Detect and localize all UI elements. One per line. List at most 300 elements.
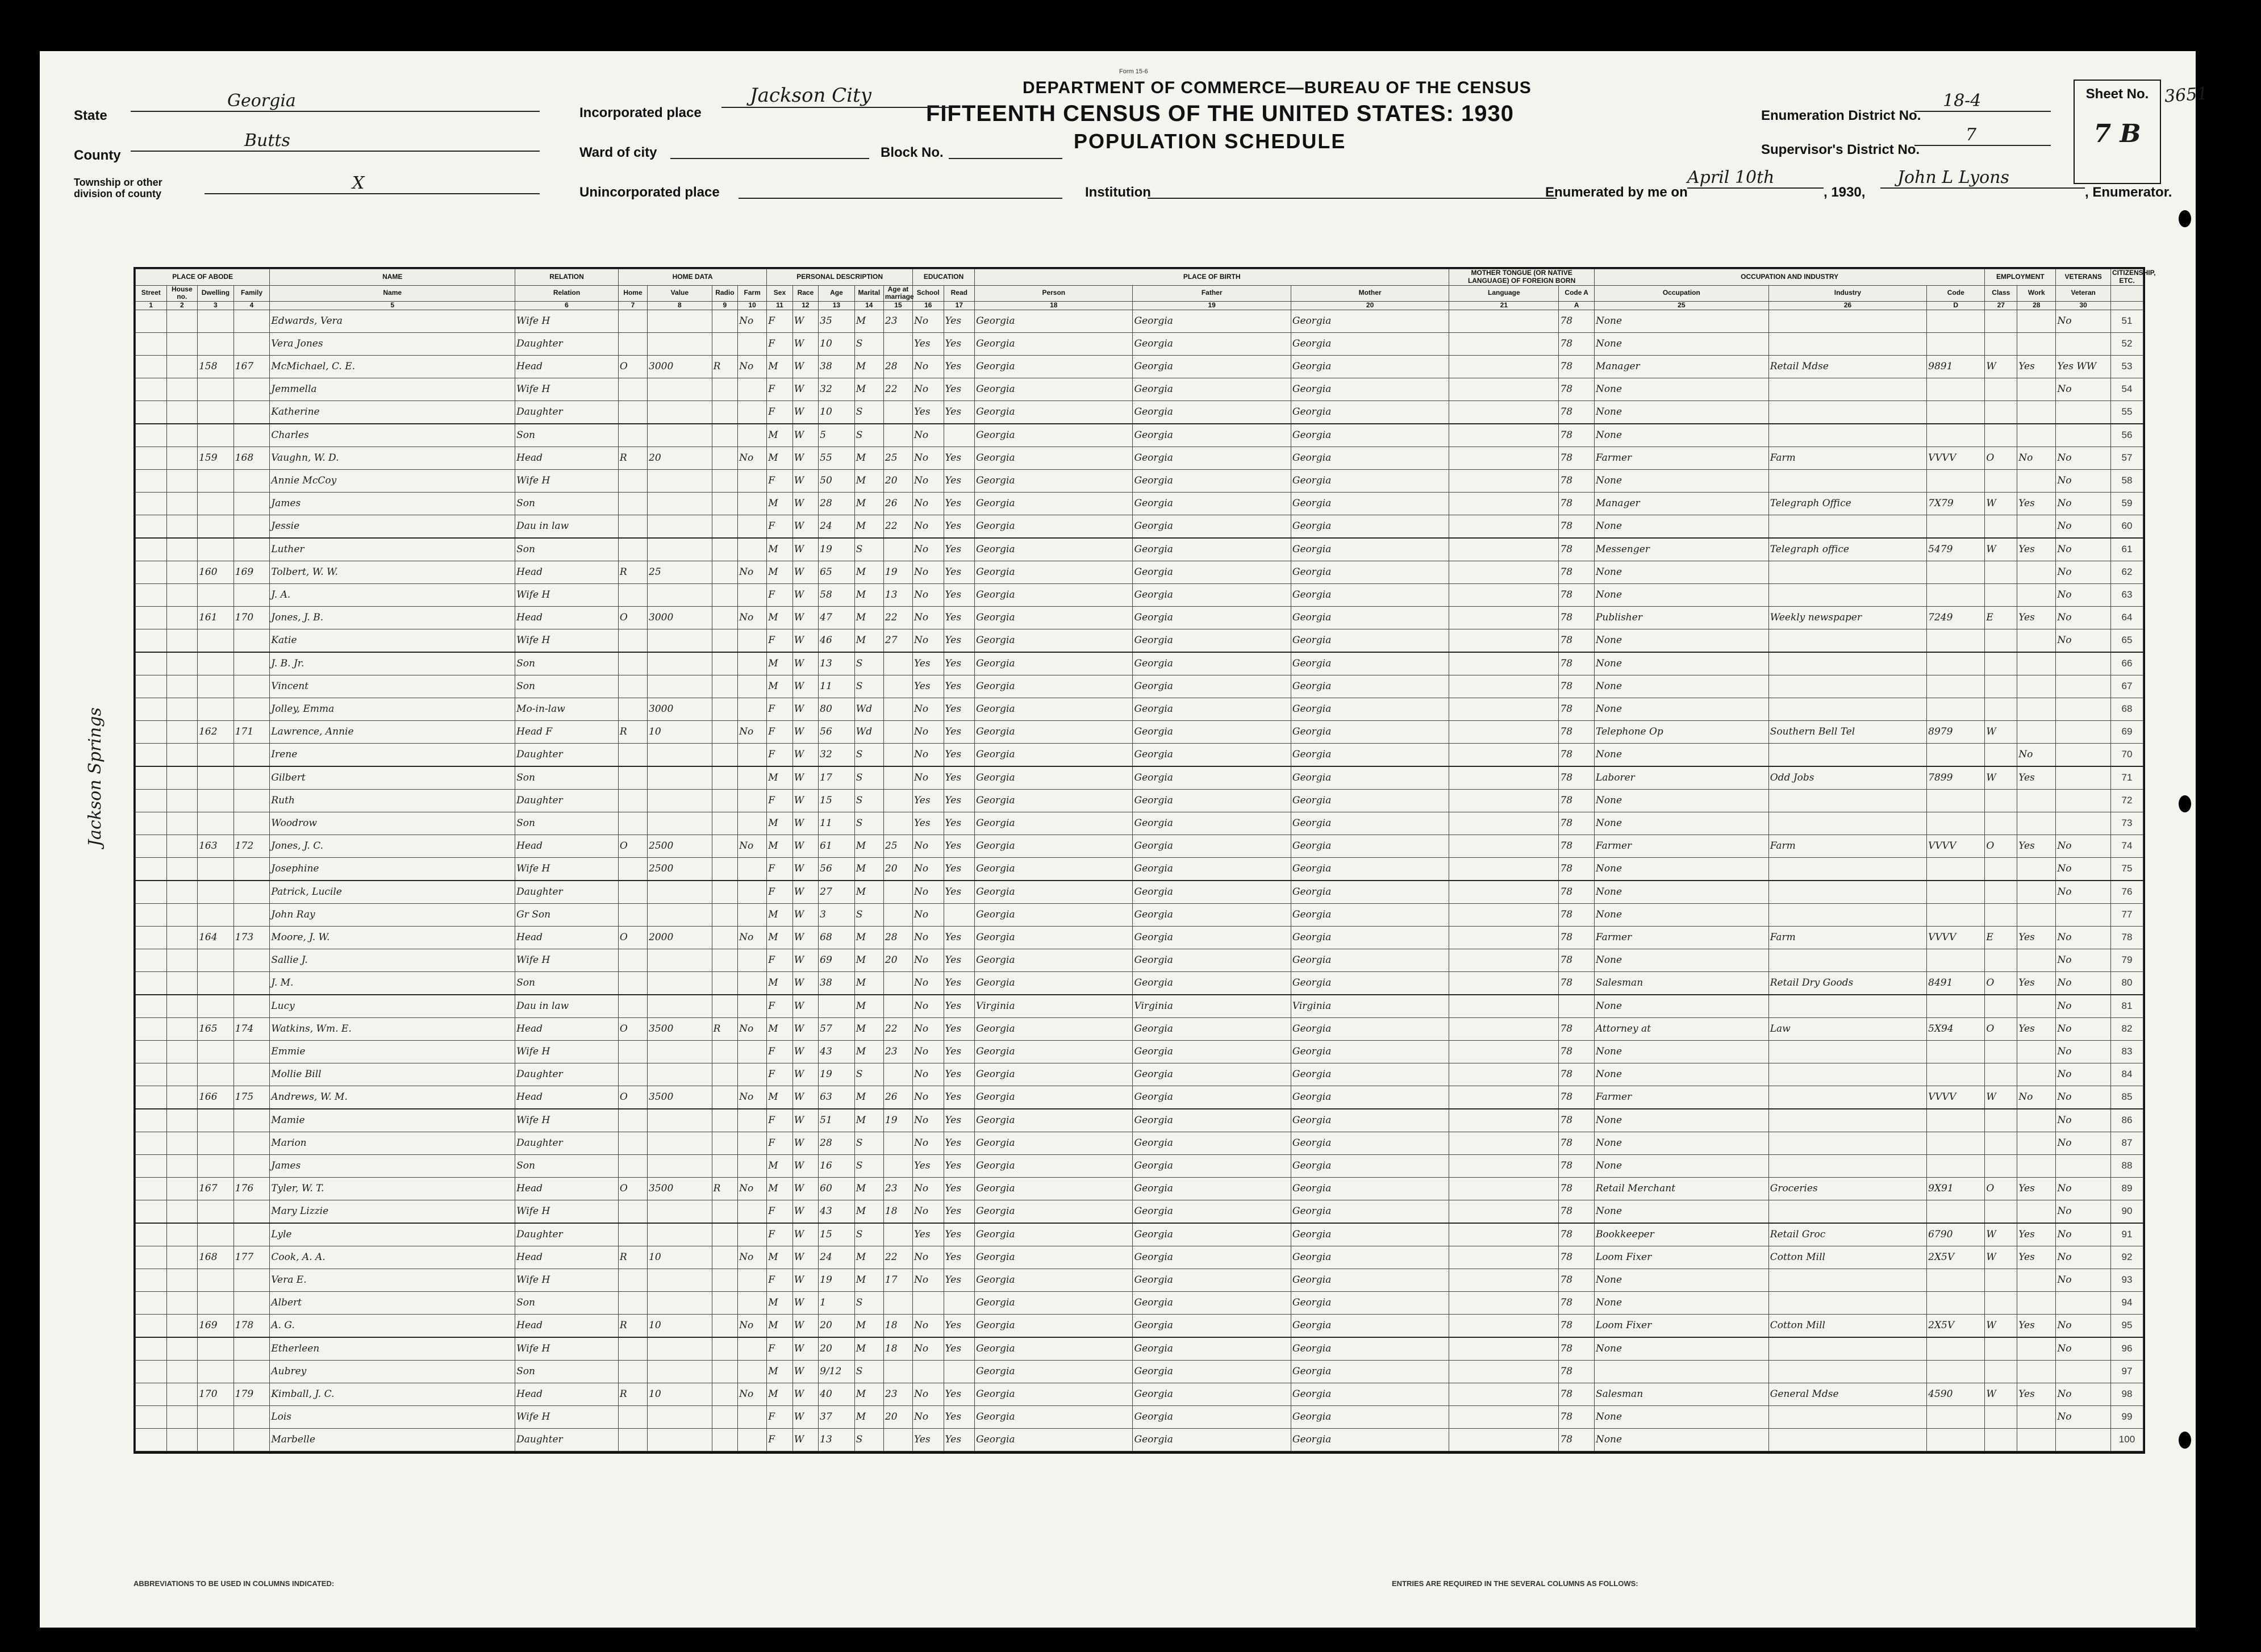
at-work-cell <box>2017 903 2056 926</box>
occupation-code-cell: 4590 <box>1927 1383 1985 1405</box>
blank-cell <box>136 561 167 583</box>
class-of-worker-cell <box>1985 995 2017 1018</box>
col-read: Read <box>944 285 975 302</box>
home-value-cell <box>648 629 712 652</box>
age-cell <box>819 995 855 1018</box>
blank-cell <box>166 378 198 401</box>
home-tenure-cell: O <box>618 1017 647 1040</box>
line-number-cell: 83 <box>2110 1040 2143 1063</box>
radio-set-cell <box>712 469 737 492</box>
class-of-worker-cell <box>1985 1428 2017 1451</box>
race-cell: W <box>792 469 818 492</box>
occupation-cell: None <box>1594 1428 1768 1451</box>
at-work-cell: Yes <box>2017 1383 2056 1405</box>
sex-cell: F <box>767 583 792 606</box>
col-sex: Sex <box>767 285 792 302</box>
home-tenure-cell: R <box>618 720 647 743</box>
school-cell: No <box>913 310 944 332</box>
home-value-cell <box>648 1291 712 1314</box>
school-cell: No <box>913 1017 944 1040</box>
class-of-worker-cell <box>1985 1360 2017 1383</box>
birth-code-cell: 78 <box>1559 835 1595 857</box>
at-work-cell: No <box>2017 1086 2056 1109</box>
marital-status-cell: M <box>854 995 883 1018</box>
race-cell: W <box>792 401 818 424</box>
industry-cell <box>1768 332 1926 355</box>
marital-status-cell: M <box>854 583 883 606</box>
blank-cell <box>136 1132 167 1154</box>
mother-birthplace-cell: Georgia <box>1291 926 1449 949</box>
col-family: Family <box>233 285 270 302</box>
school-cell <box>913 1291 944 1314</box>
mother-birthplace-cell: Georgia <box>1291 1383 1449 1405</box>
home-value-cell <box>648 1428 712 1451</box>
occupation-code-cell <box>1927 698 1985 720</box>
class-of-worker-cell <box>1985 1337 2017 1361</box>
can-read-cell: Yes <box>944 1063 975 1086</box>
farm-cell: No <box>738 1246 767 1269</box>
family-number-cell <box>233 857 270 881</box>
birthplace-cell: Georgia <box>975 1063 1133 1086</box>
birth-code-cell: 78 <box>1559 561 1595 583</box>
table-row <box>136 538 2143 561</box>
farm-cell <box>738 1269 767 1291</box>
race-cell: W <box>792 1246 818 1269</box>
column-number <box>2110 302 2143 310</box>
table-row <box>136 857 2143 881</box>
birth-code-cell: 78 <box>1559 903 1595 926</box>
marital-status-cell: M <box>854 492 883 515</box>
col-line <box>2110 285 2143 302</box>
birth-code-cell: 78 <box>1559 1017 1595 1040</box>
relation-cell: Wife H <box>515 310 619 332</box>
blank-cell <box>166 629 198 652</box>
occupation-code-cell <box>1927 1109 1985 1132</box>
mother-birthplace-cell: Georgia <box>1291 469 1449 492</box>
age-cell: 32 <box>819 743 855 766</box>
mother-birthplace-cell: Georgia <box>1291 1360 1449 1383</box>
relation-cell: Wife H <box>515 378 619 401</box>
race-cell: W <box>792 1040 818 1063</box>
race-cell: W <box>792 903 818 926</box>
dwelling-number-cell: 161 <box>198 606 234 629</box>
mother-birthplace-cell: Georgia <box>1291 1405 1449 1428</box>
farm-cell <box>738 1132 767 1154</box>
veteran-cell: No <box>2056 629 2111 652</box>
birth-code-cell <box>1559 995 1595 1018</box>
class-of-worker-cell: O <box>1985 1017 2017 1040</box>
blank-cell <box>166 1383 198 1405</box>
can-read-cell: Yes <box>944 378 975 401</box>
sex-cell: M <box>767 675 792 698</box>
class-of-worker-cell: W <box>1985 492 2017 515</box>
farm-cell: No <box>738 355 767 378</box>
occupation-cell: None <box>1594 857 1768 881</box>
school-cell <box>913 1360 944 1383</box>
occupation-cell: None <box>1594 310 1768 332</box>
marital-status-cell: M <box>854 310 883 332</box>
column-number: 20 <box>1291 302 1449 310</box>
home-tenure-cell: O <box>618 606 647 629</box>
industry-cell <box>1768 1086 1926 1109</box>
blank-cell <box>166 995 198 1018</box>
farm-cell <box>738 1063 767 1086</box>
blank-cell <box>166 1246 198 1269</box>
blank-cell <box>166 332 198 355</box>
ward-line <box>670 158 869 159</box>
industry-cell <box>1768 995 1926 1018</box>
mother-tongue-cell <box>1449 629 1559 652</box>
dwelling-number-cell <box>198 789 234 812</box>
home-value-cell <box>648 492 712 515</box>
radio-set-cell <box>712 926 737 949</box>
marital-status-cell: M <box>854 1337 883 1361</box>
person-name-cell: Cook, A. A. <box>270 1246 515 1269</box>
age-at-marriage-cell <box>883 1063 912 1086</box>
blank-cell <box>136 606 167 629</box>
school-cell: No <box>913 1246 944 1269</box>
family-number-cell <box>233 1063 270 1086</box>
home-tenure-cell: R <box>618 1383 647 1405</box>
at-work-cell <box>2017 515 2056 538</box>
person-name-cell: Luther <box>270 538 515 561</box>
school-cell: No <box>913 1063 944 1086</box>
class-of-worker-cell <box>1985 1269 2017 1291</box>
column-number: 1 <box>136 302 167 310</box>
blank-cell <box>166 492 198 515</box>
birthplace-cell: Georgia <box>975 447 1133 469</box>
sex-cell: F <box>767 1132 792 1154</box>
father-birthplace-cell: Georgia <box>1133 1063 1291 1086</box>
family-number-cell <box>233 1269 270 1291</box>
home-value-cell <box>648 1360 712 1383</box>
radio-set-cell <box>712 789 737 812</box>
family-number-cell <box>233 1200 270 1223</box>
birthplace-cell: Georgia <box>975 561 1133 583</box>
group-place-of-birth: PLACE OF BIRTH <box>975 269 1449 286</box>
person-name-cell: Lyle <box>270 1223 515 1246</box>
age-cell: 38 <box>819 355 855 378</box>
marital-status-cell: S <box>854 1291 883 1314</box>
table-row <box>136 1109 2143 1132</box>
age-cell: 51 <box>819 1109 855 1132</box>
family-number-cell: 179 <box>233 1383 270 1405</box>
industry-cell <box>1768 949 1926 971</box>
mother-tongue-cell <box>1449 1086 1559 1109</box>
class-of-worker-cell: O <box>1985 971 2017 995</box>
birthplace-cell: Georgia <box>975 835 1133 857</box>
occupation-cell: Manager <box>1594 492 1768 515</box>
marital-status-cell: M <box>854 1040 883 1063</box>
home-value-cell: 2500 <box>648 857 712 881</box>
industry-cell: Farm <box>1768 926 1926 949</box>
veteran-cell: No <box>2056 1086 2111 1109</box>
blank-cell <box>136 971 167 995</box>
birthplace-cell: Georgia <box>975 766 1133 790</box>
farm-cell <box>738 469 767 492</box>
relation-cell: Daughter <box>515 1223 619 1246</box>
father-birthplace-cell: Georgia <box>1133 492 1291 515</box>
occupation-cell: Farmer <box>1594 926 1768 949</box>
veteran-cell <box>2056 789 2111 812</box>
father-birthplace-cell: Georgia <box>1133 766 1291 790</box>
school-cell: No <box>913 881 944 904</box>
radio-set-cell <box>712 1405 737 1428</box>
form-number: Form 15-6 <box>1119 68 1148 75</box>
farm-cell: No <box>738 606 767 629</box>
relation-cell: Head <box>515 561 619 583</box>
table-row <box>136 698 2143 720</box>
family-number-cell <box>233 903 270 926</box>
birth-code-cell: 78 <box>1559 583 1595 606</box>
department-title: DEPARTMENT OF COMMERCE—BUREAU OF THE CENSUS <box>1023 78 1532 97</box>
person-name-cell: Vaughn, W. D. <box>270 447 515 469</box>
ed-label: Enumeration District No. <box>1761 108 1921 123</box>
age-at-marriage-cell <box>883 766 912 790</box>
at-work-cell <box>2017 812 2056 835</box>
at-work-cell: Yes <box>2017 1177 2056 1200</box>
radio-set-cell <box>712 1428 737 1451</box>
birthplace-cell: Georgia <box>975 857 1133 881</box>
farm-cell <box>738 995 767 1018</box>
blank-cell <box>136 903 167 926</box>
radio-set-cell: R <box>712 355 737 378</box>
home-value-cell <box>648 401 712 424</box>
home-tenure-cell <box>618 492 647 515</box>
table-row <box>136 424 2143 447</box>
group-veterans: VETERANS <box>2056 269 2111 286</box>
blank-cell <box>136 1246 167 1269</box>
dwelling-number-cell <box>198 401 234 424</box>
veteran-cell: No <box>2056 1063 2111 1086</box>
mother-birthplace-cell: Georgia <box>1291 903 1449 926</box>
father-birthplace-cell: Georgia <box>1133 1154 1291 1177</box>
enumerated-label: Enumerated by me on <box>1545 185 1688 200</box>
col-father-birth: Father <box>1133 285 1291 302</box>
home-tenure-cell <box>618 469 647 492</box>
birthplace-cell: Georgia <box>975 949 1133 971</box>
blank-cell <box>166 355 198 378</box>
age-cell: 69 <box>819 949 855 971</box>
father-birthplace-cell: Georgia <box>1133 926 1291 949</box>
table-row <box>136 1200 2143 1223</box>
birthplace-cell: Virginia <box>975 995 1133 1018</box>
mother-tongue-cell <box>1449 515 1559 538</box>
col-house: House no. <box>166 285 198 302</box>
blank-cell <box>166 743 198 766</box>
col-dwelling: Dwelling <box>198 285 234 302</box>
ward-label: Ward of city <box>579 145 657 160</box>
sex-cell: F <box>767 881 792 904</box>
family-number-cell: 177 <box>233 1246 270 1269</box>
industry-cell: Telegraph Office <box>1768 492 1926 515</box>
blank-cell <box>166 835 198 857</box>
mother-birthplace-cell: Georgia <box>1291 789 1449 812</box>
age-cell: 68 <box>819 926 855 949</box>
sex-cell: F <box>767 401 792 424</box>
veteran-cell: No <box>2056 1337 2111 1361</box>
dwelling-number-cell <box>198 1200 234 1223</box>
occupation-cell: None <box>1594 1269 1768 1291</box>
mother-birthplace-cell: Georgia <box>1291 561 1449 583</box>
table-row <box>136 720 2143 743</box>
marital-status-cell: M <box>854 1246 883 1269</box>
home-value-cell <box>648 1337 712 1361</box>
sex-cell: F <box>767 1269 792 1291</box>
dwelling-number-cell: 167 <box>198 1177 234 1200</box>
occupation-code-cell: 7X79 <box>1927 492 1985 515</box>
relation-cell: Head <box>515 1383 619 1405</box>
at-work-cell: Yes <box>2017 355 2056 378</box>
father-birthplace-cell: Georgia <box>1133 698 1291 720</box>
line-number-cell: 91 <box>2110 1223 2143 1246</box>
marital-status-cell: S <box>854 1223 883 1246</box>
birth-code-cell: 78 <box>1559 1314 1595 1337</box>
person-name-cell: Kimball, J. C. <box>270 1383 515 1405</box>
home-tenure-cell <box>618 995 647 1018</box>
mother-tongue-cell <box>1449 1360 1559 1383</box>
sheet-label: Sheet No. <box>2085 86 2149 102</box>
relation-cell: Daughter <box>515 743 619 766</box>
class-of-worker-cell: O <box>1985 835 2017 857</box>
radio-set-cell <box>712 949 737 971</box>
age-cell: 5 <box>819 424 855 447</box>
school-cell: No <box>913 378 944 401</box>
at-work-cell <box>2017 561 2056 583</box>
age-cell: 46 <box>819 629 855 652</box>
school-cell: No <box>913 515 944 538</box>
marital-status-cell: M <box>854 949 883 971</box>
line-number-cell: 71 <box>2110 766 2143 790</box>
at-work-cell: Yes <box>2017 492 2056 515</box>
relation-cell: Son <box>515 538 619 561</box>
school-cell: Yes <box>913 1223 944 1246</box>
dwelling-number-cell: 170 <box>198 1383 234 1405</box>
at-work-cell <box>2017 424 2056 447</box>
birth-code-cell: 78 <box>1559 949 1595 971</box>
mother-tongue-cell <box>1449 1337 1559 1361</box>
occupation-cell: Telephone Op <box>1594 720 1768 743</box>
veteran-cell <box>2056 1291 2111 1314</box>
person-name-cell: Mamie <box>270 1109 515 1132</box>
radio-set-cell <box>712 1154 737 1177</box>
mother-tongue-cell <box>1449 881 1559 904</box>
mother-birthplace-cell: Georgia <box>1291 881 1449 904</box>
radio-set-cell <box>712 1086 737 1109</box>
can-read-cell: Yes <box>944 1269 975 1291</box>
line-number-cell: 66 <box>2110 652 2143 675</box>
sex-cell: F <box>767 1063 792 1086</box>
block-label: Block No. <box>881 145 944 160</box>
father-birthplace-cell: Georgia <box>1133 469 1291 492</box>
table-row <box>136 1086 2143 1109</box>
veteran-cell <box>2056 424 2111 447</box>
industry-cell: Retail Dry Goods <box>1768 971 1926 995</box>
mother-tongue-cell <box>1449 538 1559 561</box>
father-birthplace-cell: Georgia <box>1133 720 1291 743</box>
occupation-cell: None <box>1594 1063 1768 1086</box>
sex-cell: F <box>767 995 792 1018</box>
age-at-marriage-cell <box>883 652 912 675</box>
radio-set-cell <box>712 1223 737 1246</box>
industry-cell: Retail Groc <box>1768 1223 1926 1246</box>
age-at-marriage-cell <box>883 1291 912 1314</box>
birthplace-cell: Georgia <box>975 1109 1133 1132</box>
table-row <box>136 378 2143 401</box>
at-work-cell: Yes <box>2017 926 2056 949</box>
father-birthplace-cell: Georgia <box>1133 1405 1291 1428</box>
family-number-cell <box>233 1132 270 1154</box>
home-tenure-cell <box>618 401 647 424</box>
age-cell: 37 <box>819 1405 855 1428</box>
family-number-cell <box>233 675 270 698</box>
table-row <box>136 583 2143 606</box>
occupation-cell: Bookkeeper <box>1594 1223 1768 1246</box>
occupation-code-cell <box>1927 515 1985 538</box>
father-birthplace-cell: Georgia <box>1133 1017 1291 1040</box>
relation-cell: Son <box>515 652 619 675</box>
industry-cell <box>1768 1200 1926 1223</box>
person-name-cell: Emmie <box>270 1040 515 1063</box>
table-row <box>136 401 2143 424</box>
school-cell: No <box>913 355 944 378</box>
father-birthplace-cell: Georgia <box>1133 903 1291 926</box>
at-work-cell: Yes <box>2017 1223 2056 1246</box>
father-birthplace-cell: Georgia <box>1133 812 1291 835</box>
family-number-cell <box>233 766 270 790</box>
birthplace-cell: Georgia <box>975 401 1133 424</box>
line-number-cell: 77 <box>2110 903 2143 926</box>
table-row <box>136 469 2143 492</box>
family-number-cell <box>233 698 270 720</box>
age-at-marriage-cell: 22 <box>883 606 912 629</box>
occupation-code-cell: 5479 <box>1927 538 1985 561</box>
farm-cell <box>738 1405 767 1428</box>
radio-set-cell <box>712 971 737 995</box>
birth-code-cell: 78 <box>1559 1177 1595 1200</box>
age-at-marriage-cell: 23 <box>883 1040 912 1063</box>
birth-code-cell: 78 <box>1559 1132 1595 1154</box>
relation-cell: Wife H <box>515 1337 619 1361</box>
father-birthplace-cell: Georgia <box>1133 332 1291 355</box>
radio-set-cell <box>712 332 737 355</box>
table-row <box>136 789 2143 812</box>
class-of-worker-cell: E <box>1985 926 2017 949</box>
blank-cell <box>136 1383 167 1405</box>
census-rows <box>136 310 2143 1451</box>
veteran-cell: No <box>2056 1405 2111 1428</box>
marital-status-cell: M <box>854 447 883 469</box>
mother-birthplace-cell: Georgia <box>1291 971 1449 995</box>
industry-cell <box>1768 881 1926 904</box>
home-value-cell: 10 <box>648 1383 712 1405</box>
person-name-cell: Tyler, W. T. <box>270 1177 515 1200</box>
birthplace-cell: Georgia <box>975 469 1133 492</box>
home-tenure-cell <box>618 332 647 355</box>
institution-label: Institution <box>1085 185 1151 200</box>
home-value-cell: 10 <box>648 1314 712 1337</box>
person-name-cell: Albert <box>270 1291 515 1314</box>
industry-cell <box>1768 857 1926 881</box>
industry-cell: Retail Mdse <box>1768 355 1926 378</box>
radio-set-cell: R <box>712 1017 737 1040</box>
can-read-cell: Yes <box>944 949 975 971</box>
line-number-cell: 89 <box>2110 1177 2143 1200</box>
radio-set-cell <box>712 1200 737 1223</box>
institution-line <box>1148 198 1557 199</box>
age-cell: 16 <box>819 1154 855 1177</box>
home-tenure-cell <box>618 903 647 926</box>
